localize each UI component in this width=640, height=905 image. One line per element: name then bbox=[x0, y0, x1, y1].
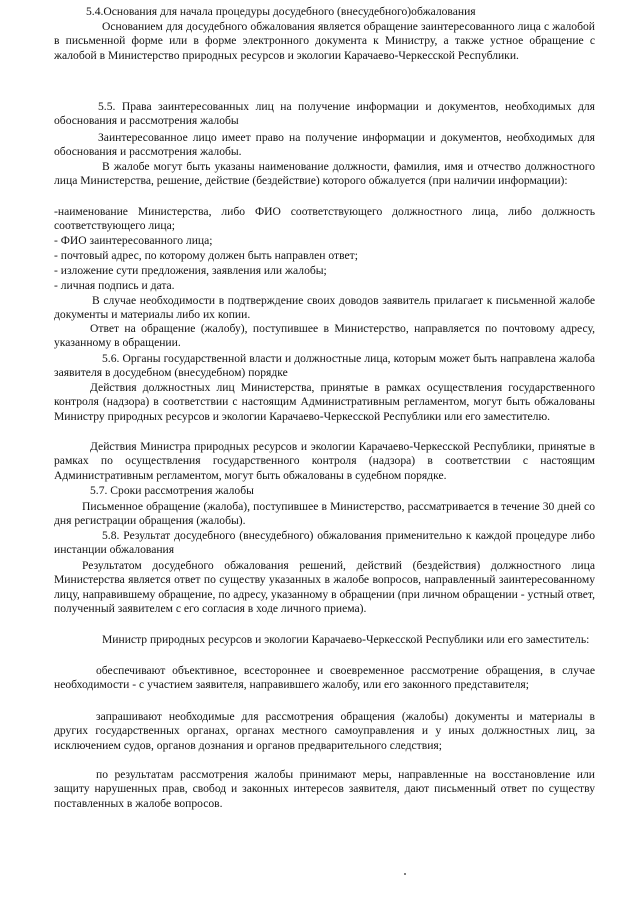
paragraph: В случае необходимости в подтверждение своих доводов заявитель прилагает к письменной жалобе документы и материалы либо их копии. bbox=[54, 294, 595, 322]
section-heading-5-6: 5.6. Органы государственной власти и должностные лица, которым может быть направлена жалоба заявителя в досудебном (внесудебном) порядке bbox=[54, 352, 595, 380]
list-item: - почтовый адрес, по которому должен быть направлен ответ; bbox=[54, 249, 358, 262]
paragraph: Заинтересованное лицо имеет право на получение информации и документов, необходимых для обоснования и рассмотрения жалобы. bbox=[54, 131, 595, 159]
list-item: - ФИО заинтересованного лица; bbox=[54, 234, 213, 247]
paragraph: Министр природных ресурсов и экологии Карачаево-Черкесской Республики или его заместитель: bbox=[102, 633, 590, 646]
paragraph: Действия Министра природных ресурсов и экологии Карачаево-Черкесской Республики, принятые в рамках по осуществления государственного контроля (надзора) в соответствии с настоящим Административным регламентом, могут быть обжалованы в судебном порядке. bbox=[54, 440, 595, 482]
paragraph: обеспечивают объективное, всестороннее и своевременное рассмотрение обращения, в случае необходимости - с участием заявителя, направившего жалобу, или его законного представителя; bbox=[54, 664, 595, 692]
paragraph: Действия должностных лиц Министерства, принятые в рамках осуществления государственного контроля (надзора) в соответствии с настоящим Административным регламентом, могут быть обжалованы Министру природных ресурсов и экологии Карачаево-Черкесской Республики или его заместителю. bbox=[54, 381, 595, 423]
paragraph: Письменное обращение (жалоба), поступившее в Министерство, рассматривается в течение 30 дней со дня регистрации обращения (жалобы). bbox=[54, 500, 595, 528]
list-item: - личная подпись и дата. bbox=[54, 279, 175, 292]
scan-mark bbox=[404, 873, 406, 875]
list-item: -наименование Министерства, либо ФИО соответствующего должностного лица, либо должность соответствующего лица; bbox=[54, 205, 595, 233]
paragraph: В жалобе могут быть указаны наименование должности, фамилия, имя и отчество должностного лица Министерства, решение, действие (бездействие) которого обжалуется (при наличии информации): bbox=[54, 160, 595, 188]
paragraph: Ответ на обращение (жалобу), поступившее в Министерство, направляется по почтовому адресу, указанному в обращении. bbox=[54, 322, 595, 350]
section-heading-5-7: 5.7. Сроки рассмотрения жалобы bbox=[90, 484, 254, 497]
paragraph: запрашивают необходимые для рассмотрения обращения (жалобы) документы и материалы в других государственных органах, органах местного самоуправления и у иных должностных лиц, за исключением судов, органов дознания и органов предварительного следствия; bbox=[54, 710, 595, 752]
section-heading-5-8: 5.8. Результат досудебного (внесудебного) обжалования применительно к каждой процедуре либо инстанции обжалования bbox=[54, 529, 595, 557]
section-heading-5-4: 5.4.Основания для начала процедуры досудебного (внесудебного)обжалования bbox=[86, 5, 476, 18]
list-item: - изложение сути предложения, заявления или жалобы; bbox=[54, 264, 327, 277]
section-heading-5-5: 5.5. Права заинтересованных лиц на получение информации и документов, необходимых для обоснования и рассмотрения жалобы bbox=[54, 100, 595, 128]
paragraph: Результатом досудебного обжалования решений, действий (бездействия) должностного лица Министерства является ответ по существу указанных в жалобе вопросов, направленный заинтересованному лицу, направившему обращение, по адресу, указанному в обращении (при личном обращении - устный ответ, полученный заявителем с его согласия в ходе личного приема). bbox=[54, 559, 595, 615]
paragraph: по результатам рассмотрения жалобы принимают меры, направленные на восстановление или защиту нарушенных прав, свобод и законных интересов заявителя, дают письменный ответ по существу поставленных в жалобе вопросов. bbox=[54, 768, 595, 810]
paragraph: Основанием для досудебного обжалования является обращение заинтересованного лица с жалобой в письменной форме или в форме электронного документа к Министру, а также устное обращение с жалобой в Министерство природных ресурсов и экологии Карачаево-Черкесской Республики. bbox=[54, 20, 595, 62]
